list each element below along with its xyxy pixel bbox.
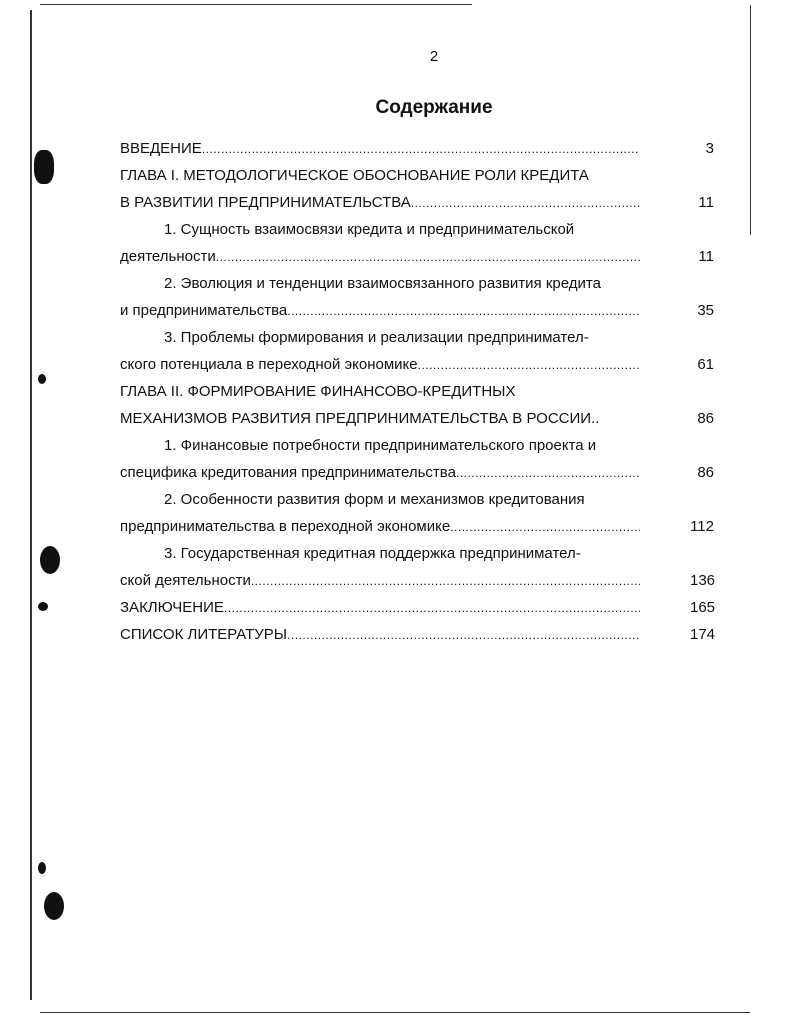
toc-page-number: 35 <box>697 302 714 319</box>
punch-hole-mark <box>38 374 46 384</box>
toc-entry-section-2-1-cont[interactable] <box>120 459 714 486</box>
toc-entry-section-1-2[interactable] <box>120 270 714 297</box>
scan-right-edge <box>750 5 751 235</box>
toc-page-number: 11 <box>698 194 714 211</box>
toc-entry-text: ВВЕДЕНИЕ <box>120 140 202 157</box>
toc-entry-text: В РАЗВИТИИ ПРЕДПРИНИМАТЕЛЬСТВА <box>120 194 411 211</box>
toc-entry-section-2-2[interactable] <box>120 486 714 513</box>
page-number: 2 <box>429 48 439 65</box>
table-of-contents <box>120 135 714 648</box>
toc-entry-text: ЗАКЛЮЧЕНИЕ <box>120 599 224 616</box>
dot-leader <box>411 189 640 217</box>
dot-leader <box>251 567 640 595</box>
punch-hole-mark <box>38 602 48 611</box>
dot-leader <box>287 621 640 649</box>
toc-entry-text: специфика кредитования предпринимательства <box>120 464 456 481</box>
dot-leader <box>287 297 640 325</box>
toc-entry-text: 2. Эволюция и тенденции взаимосвязанного развития кредита <box>164 275 601 292</box>
toc-entry-chapter-1-cont[interactable] <box>120 189 714 216</box>
toc-page-number: 165 <box>690 599 716 616</box>
scan-top-line <box>40 4 472 5</box>
toc-entry-text: МЕХАНИЗМОВ РАЗВИТИЯ ПРЕДПРИНИМАТЕЛЬСТВА В РОССИИ.. <box>120 410 600 427</box>
scan-left-edge <box>30 10 32 1000</box>
toc-entry-section-1-1-cont[interactable] <box>120 243 714 270</box>
toc-entry-section-2-3-cont[interactable] <box>120 567 714 594</box>
toc-page-number: 11 <box>698 248 714 265</box>
toc-page-number: 3 <box>705 140 714 157</box>
toc-entry-text: 1. Финансовые потребности предпринимательского проекта и <box>164 437 597 454</box>
toc-entry-section-1-3-cont[interactable] <box>120 351 714 378</box>
dot-leader <box>216 243 640 271</box>
toc-entry-text: ГЛАВА II. ФОРМИРОВАНИЕ ФИНАНСОВО-КРЕДИТНЫХ <box>120 383 516 400</box>
punch-hole-mark <box>34 150 54 184</box>
dot-leader <box>456 459 640 487</box>
toc-entry-text: 3. Государственная кредитная поддержка предпринимател- <box>164 545 581 562</box>
toc-entry-section-2-1[interactable] <box>120 432 714 459</box>
toc-entry-section-1-2-cont[interactable] <box>120 297 714 324</box>
dot-leader <box>450 513 640 541</box>
dot-leader <box>202 135 640 163</box>
toc-entry-section-2-3[interactable] <box>120 540 714 567</box>
toc-entry-text: ГЛАВА I. МЕТОДОЛОГИЧЕСКОЕ ОБОСНОВАНИЕ РОЛИ КРЕДИТА <box>120 167 589 184</box>
toc-entry-text: 2. Особенности развития форм и механизмов кредитования <box>164 491 585 508</box>
toc-page-number: 112 <box>690 518 714 535</box>
toc-entry-text: 3. Проблемы формирования и реализации предпринимател- <box>164 329 589 346</box>
toc-entry-text: ского потенциала в переходной экономике <box>120 356 418 373</box>
toc-entry-text: предпринимательства в переходной экономике <box>120 518 451 535</box>
toc-page-number: 174 <box>690 626 716 643</box>
toc-entry-section-1-1[interactable] <box>120 216 714 243</box>
toc-entry-text: СПИСОК ЛИТЕРАТУРЫ <box>120 626 288 643</box>
toc-entry-conclusion[interactable] <box>120 594 714 621</box>
punch-hole-mark <box>38 862 46 874</box>
toc-page-number: 61 <box>697 356 714 373</box>
toc-entry-section-2-2-cont[interactable] <box>120 513 714 540</box>
toc-page-number: 86 <box>697 410 714 427</box>
toc-entry-text: и предпринимательства <box>120 302 288 319</box>
scan-bottom-line <box>40 1012 750 1013</box>
toc-page-number: 136 <box>690 572 716 589</box>
toc-page-number: 86 <box>697 464 714 481</box>
dot-leader <box>418 351 640 379</box>
toc-entry-text: деятельности <box>120 248 216 265</box>
punch-hole-mark <box>40 546 60 574</box>
toc-entry-bibliography[interactable] <box>120 621 714 648</box>
toc-entry-section-1-3[interactable] <box>120 324 714 351</box>
toc-entry-introduction[interactable] <box>120 135 714 162</box>
toc-entry-chapter-2-cont[interactable] <box>120 405 714 432</box>
toc-entry-text: 1. Сущность взаимосвязи кредита и предпринимательской <box>164 221 575 238</box>
toc-entry-text: ской деятельности <box>120 572 251 589</box>
toc-entry-chapter-1[interactable] <box>120 162 714 189</box>
punch-hole-mark <box>44 892 64 920</box>
toc-title: Содержание <box>375 97 493 118</box>
dot-leader <box>224 594 640 622</box>
toc-entry-chapter-2[interactable] <box>120 378 714 405</box>
